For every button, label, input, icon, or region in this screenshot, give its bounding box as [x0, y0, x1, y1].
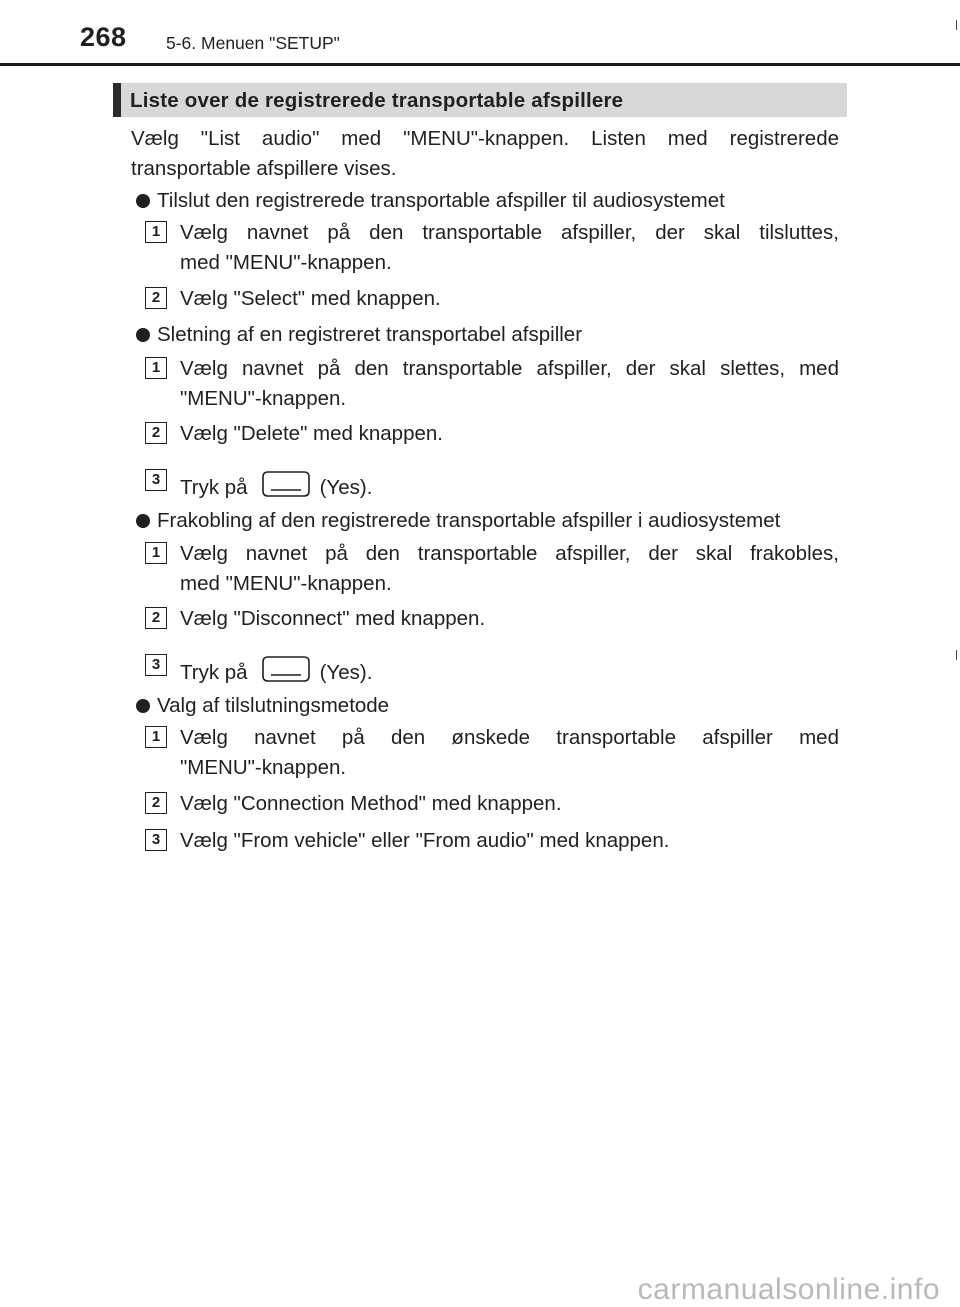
step-number-badge: 1: [145, 542, 167, 564]
section-header-bar: [113, 83, 121, 117]
step-number-badge: 2: [145, 422, 167, 444]
softkey-button-icon: [260, 654, 312, 693]
step-text-prefix: Tryk på: [180, 660, 248, 684]
section-header: [113, 83, 847, 117]
step-text-suffix: (Yes).: [319, 475, 373, 499]
edge-mark: [956, 650, 957, 660]
step-text: Vælg "Connection Method" med knappen.: [180, 792, 562, 815]
step-text: Vælg "From vehicle" eller "From audio" med knappen.: [180, 829, 670, 852]
bullet-dot: [136, 194, 150, 208]
step-number-badge: 2: [145, 607, 167, 629]
step-text-suffix: (Yes).: [319, 660, 373, 684]
step-number-badge: 3: [145, 829, 167, 851]
step-text: [180, 654, 372, 693]
step-number-badge: 3: [145, 654, 167, 676]
step-text-continued: "MENU"-knappen.: [180, 387, 347, 410]
step-text: Vælg navnet på den transportable afspiller, der skal frakobles,: [180, 542, 839, 565]
step-text: Vælg navnet på den ønskede transportable afspiller med: [180, 726, 839, 749]
step-text: Vælg "Select" med knappen.: [180, 287, 441, 310]
softkey-button-icon: [260, 469, 312, 508]
bullet-text: Sletning af en registreret transportabel afspiller: [157, 323, 583, 346]
step-text-prefix: Tryk på: [180, 475, 248, 499]
header-rule: [0, 63, 960, 66]
step-text: Vælg "Delete" med knappen.: [180, 422, 443, 445]
bullet-dot: [136, 514, 150, 528]
step-text: Vælg "Disconnect" med knappen.: [180, 607, 486, 630]
bullet-dot: [136, 328, 150, 342]
footer-watermark: carmanualsonline.info: [637, 1273, 940, 1306]
step-text: Vælg navnet på den transportable afspiller, der skal slettes, med: [180, 357, 839, 380]
step-text-continued: "MENU"-knappen.: [180, 756, 347, 779]
step-number-badge: 2: [145, 792, 167, 814]
step-text: [180, 469, 372, 508]
bullet-dot: [136, 699, 150, 713]
bullet-text: Tilslut den registrerede transportable afspiller til audiosystemet: [157, 189, 725, 212]
step-number-badge: 1: [145, 726, 167, 748]
step-number-badge: 1: [145, 357, 167, 379]
step-text-continued: med "MENU"-knappen.: [180, 572, 392, 595]
step-text: Vælg navnet på den transportable afspiller, der skal tilsluttes,: [180, 221, 839, 244]
intro-line-2: transportable afspillere vises.: [131, 157, 397, 180]
bullet-text: Frakobling af den registrerede transportable afspiller i audiosystemet: [157, 509, 781, 532]
page-number: 268: [80, 22, 127, 52]
step-number-badge: 1: [145, 221, 167, 243]
step-number-badge: 3: [145, 469, 167, 491]
step-text-continued: med "MENU"-knappen.: [180, 251, 392, 274]
step-number-badge: 2: [145, 287, 167, 309]
bullet-text: Valg af tilslutningsmetode: [157, 694, 390, 717]
edge-mark: [956, 20, 957, 30]
intro-line-1: Vælg "List audio" med "MENU"-knappen. Listen med registrerede: [131, 127, 839, 150]
section-title: Liste over de registrerede transportable afspillere: [130, 89, 624, 112]
chapter-title: 5-6. Menuen "SETUP": [166, 33, 340, 53]
